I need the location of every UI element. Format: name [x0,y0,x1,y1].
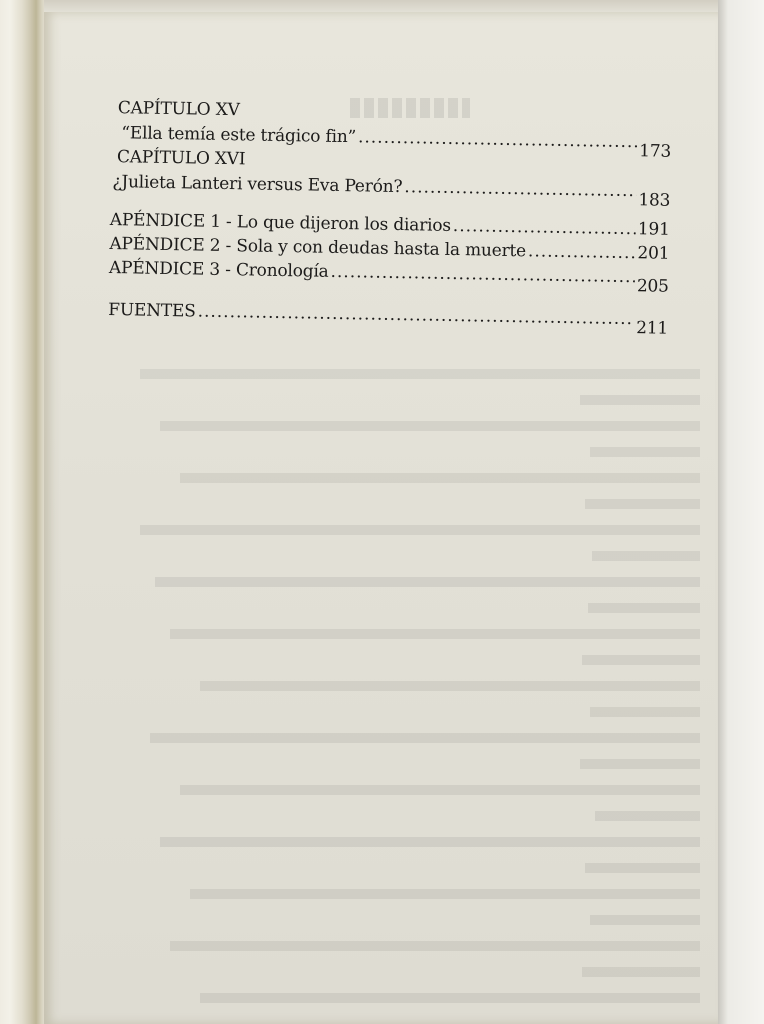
leader-dots [528,239,636,265]
appendix-3-page: 205 [636,276,669,297]
chapter-16-heading: CAPÍTULO XVI [116,147,246,170]
appendix-2-page: 201 [637,243,670,264]
leader-dots [404,175,637,203]
sources-title: FUENTES [108,299,196,322]
chapter-15-page: 173 [639,141,672,162]
sources-page: 211 [635,318,669,339]
right-background [718,0,764,1024]
chapter-15-heading: CAPÍTULO XV [117,98,240,121]
chapter-16-title: ¿Julieta Lanteri versus Eva Perón? [112,172,403,198]
table-of-contents [108,96,672,339]
appendix-3-title: APÉNDICE 3 - Cronología [108,257,329,282]
chapter-15-title: “Ella temía este trágico fin” [121,123,357,148]
left-page-edge [0,0,48,1024]
appendix-2-title: APÉNDICE 2 - Sola y con deudas hasta la muerte [109,233,527,262]
chapter-16-page: 183 [638,190,671,211]
appendix-1-title: APÉNDICE 1 - Lo que dijeron los diarios [109,209,452,236]
bleed-through-text [60,360,700,1020]
appendix-1-page: 191 [637,219,670,240]
leader-dots [453,214,636,241]
